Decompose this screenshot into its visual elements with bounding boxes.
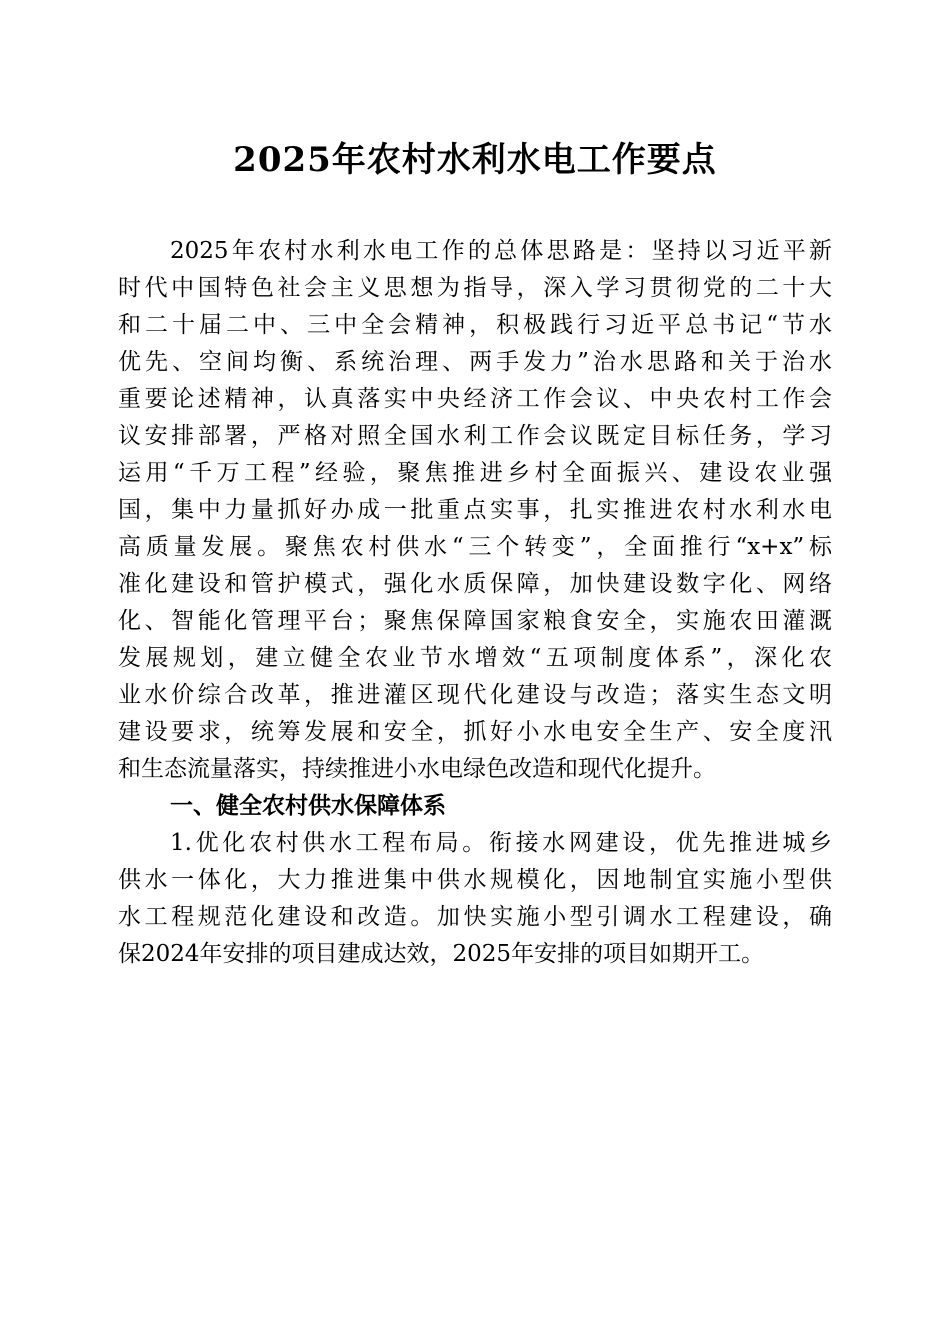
text-line: 和生态流量落实，持续推进小水电绿色改造和现代化提升。 xyxy=(118,756,716,782)
text-line: 业水价综合改革，推进灌区现代化建设与改造；落实生态文明 xyxy=(118,682,832,708)
text-line: 优先、空间均衡、系统治理、两手发力”治水思路和关于治水 xyxy=(118,349,832,375)
text-line: 准化建设和管护模式，强化水质保障，加快建设数字化、网络 xyxy=(118,571,832,597)
text-line: 重要论述精神，认真落实中央经济工作会议、中央农村工作会 xyxy=(118,386,832,412)
paragraph xyxy=(118,233,832,788)
text-line: 议安排部署，严格对照全国水利工作会议既定目标任务，学习 xyxy=(118,423,832,449)
text-line: 高质量发展。聚焦农村供水“三个转变”，全面推行“x+x”标 xyxy=(118,534,832,560)
document-body xyxy=(118,233,832,973)
text-line: 时代中国特色社会主义思想为指导，深入学习贯彻党的二十大 xyxy=(118,275,832,301)
text-line: 1.优化农村供水工程布局。衔接水网建设，优先推进城乡 xyxy=(170,830,832,856)
text-line: 国，集中力量抓好办成一批重点实事，扎实推进农村水利水电 xyxy=(118,497,832,523)
text-line: 运用“千万工程”经验，聚焦推进乡村全面振兴、建设农业强 xyxy=(118,460,832,486)
text-line: 建设要求，统筹发展和安全，抓好小水电安全生产、安全度汛 xyxy=(118,719,832,745)
text-line: 一、健全农村供水保障体系 xyxy=(170,793,446,819)
text-line: 水工程规范化建设和改造。加快实施小型引调水工程建设，确 xyxy=(118,904,832,930)
section-heading xyxy=(118,788,832,825)
text-line: 化、智能化管理平台；聚焦保障国家粮食安全，实施农田灌溉 xyxy=(118,608,832,634)
text-line: 和二十届二中、三中全会精神，积极践行习近平总书记“节水 xyxy=(118,312,832,338)
document-title: 2025年农村水利水电工作要点 xyxy=(233,140,717,180)
paragraph xyxy=(118,825,832,973)
text-line: 2025年农村水利水电工作的总体思路是：坚持以习近平新 xyxy=(170,238,832,264)
text-line: 供水一体化，大力推进集中供水规模化，因地制宜实施小型供 xyxy=(118,867,832,893)
text-line: 发展规划，建立健全农业节水增效“五项制度体系”，深化农 xyxy=(118,645,832,671)
text-line: 保2024年安排的项目建成达效，2025年安排的项目如期开工。 xyxy=(118,941,765,967)
